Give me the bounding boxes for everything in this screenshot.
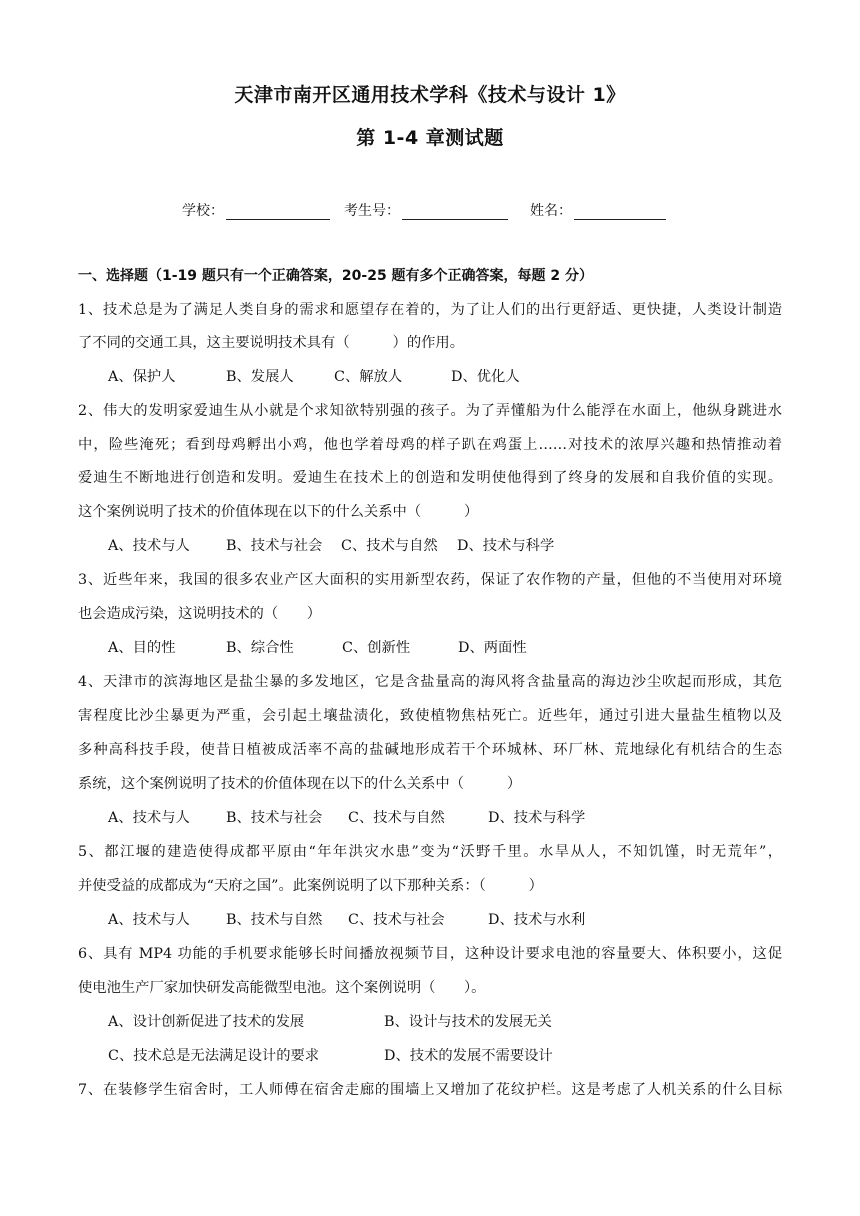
school-label: 学校： [182,203,224,219]
school-field [182,200,330,220]
question-2-line-3: 爱迪生不断地进行创造和发明。爱迪生在技术上的创造和发明使他得到了终身的发展和自我价值的实现。 [78,470,782,486]
option-c[interactable]: C、技术与社会 [348,912,445,928]
question-4-line-3: 多种高科技手段，使昔日植被成活率不高的盐碱地形成若干个环城林、环厂林、荒地绿化有机结合的生态 [78,742,782,758]
student-info-row [182,200,666,220]
exam-subtitle: 第 1-4 章测试题 [356,127,504,149]
option-b[interactable]: B、设计与技术的发展无关 [384,1014,552,1030]
question-4-line-1: 4、天津市的滨海地区是盐尘暴的多发地区，它是含盐量高的海风将含盐量高的海边沙尘吹起而形成，其危 [78,674,782,690]
exam-title: 天津市南开区通用技术学科《技术与设计 1》 [234,84,626,106]
question-7-line-1: 7、在装修学生宿舍时，工人师傅在宿舍走廊的围墙上又增加了花纹护栏。这是考虑了人机关系的什么目标 [78,1082,782,1098]
option-a[interactable]: A、目的性 [108,640,176,656]
question-6-options-row-1 [108,1012,552,1032]
question-1-line-1: 1、技术总是为了满足人类自身的需求和愿望存在着的，为了让人们的出行更舒适、更快捷，人类设计制造 [78,302,782,318]
option-c[interactable]: C、技术总是无法满足设计的要求 [108,1048,320,1064]
id-blank[interactable] [402,205,508,220]
id-label: 考生号： [344,203,400,219]
option-c[interactable]: C、技术与自然 [341,538,438,554]
question-3-line-2: 也会造成污染，这说明技术的（ ） [78,606,322,622]
option-c[interactable]: C、创新性 [342,640,411,656]
option-b[interactable]: B、综合性 [226,640,294,656]
question-2-line-4: 这个案例说明了技术的价值体现在以下的什么关系中（ ） [78,504,479,520]
option-c[interactable]: C、解放人 [334,369,403,385]
question-3-options [108,638,527,658]
option-b[interactable]: B、技术与自然 [226,912,323,928]
question-4-options [108,808,585,828]
option-d[interactable]: D、技术的发展不需要设计 [384,1048,553,1064]
id-field [344,200,508,220]
question-2-options [108,536,554,556]
option-c[interactable]: C、技术与自然 [348,810,445,826]
option-a[interactable]: A、技术与人 [108,912,190,928]
question-2-line-1: 2、伟大的发明家爱迪生从小就是个求知欲特别强的孩子。为了弄懂船为什么能浮在水面上，他纵身跳进水 [78,403,782,419]
option-b[interactable]: B、技术与社会 [226,538,323,554]
question-1-line-2: 了不同的交通工具，这主要说明技术具有（ ）的作用。 [78,335,465,351]
question-4-line-2: 害程度比沙尘暴更为严重，会引起土壤盐渍化，致使植物焦枯死亡。近些年，通过引进大量盐生植物以及 [78,708,782,724]
option-d[interactable]: D、技术与科学 [488,810,586,826]
option-a[interactable]: A、技术与人 [108,538,190,554]
school-blank[interactable] [226,205,330,220]
name-field [530,200,666,220]
question-3-line-1: 3、近些年来，我国的很多农业产区大面积的实用新型农药，保证了农作物的产量，但他的不当使用对环境 [78,572,782,588]
option-b[interactable]: B、发展人 [226,369,294,385]
question-1-options [108,367,520,387]
option-d[interactable]: D、优化人 [451,369,520,385]
question-5-options [108,910,585,930]
name-label: 姓名： [530,203,572,219]
question-6-options-row-2 [108,1046,553,1066]
option-a[interactable]: A、设计创新促进了技术的发展 [108,1014,305,1030]
question-2-line-2: 中，险些淹死；看到母鸡孵出小鸡，他也学着母鸡的样子趴在鸡蛋上……对技术的浓厚兴趣和热情推动着 [78,437,782,453]
option-d[interactable]: D、两面性 [458,640,527,656]
question-5-line-2: 并使受益的成都成为“天府之国”。此案例说明了以下那种关系：（ ） [78,878,543,894]
option-a[interactable]: A、技术与人 [108,810,190,826]
option-d[interactable]: D、技术与科学 [457,538,555,554]
option-d[interactable]: D、技术与水利 [488,912,586,928]
question-6-line-1: 6、具有 MP4 功能的手机要求能够长时间播放视频节目，这种设计要求电池的容量要大、体积要小，这促 [78,946,782,962]
option-b[interactable]: B、技术与社会 [226,810,323,826]
question-4-line-4: 系统，这个案例说明了技术的价值体现在以下的什么关系中（ ） [78,776,522,792]
section-title: 一、选择题（1-19 题只有一个正确答案，20-25 题有多个正确答案，每题 2 分） [78,268,594,284]
option-a[interactable]: A、保护人 [108,369,176,385]
question-5-line-1: 5、都江堰的建造使得成都平原由“年年洪灾水患”变为“沃野千里。水旱从人，不知饥馑，时无荒年”， [78,844,782,860]
question-6-line-2: 使电池生产厂家加快研发高能微型电池。这个案例说明（ ）。 [78,980,486,996]
name-blank[interactable] [574,205,666,220]
